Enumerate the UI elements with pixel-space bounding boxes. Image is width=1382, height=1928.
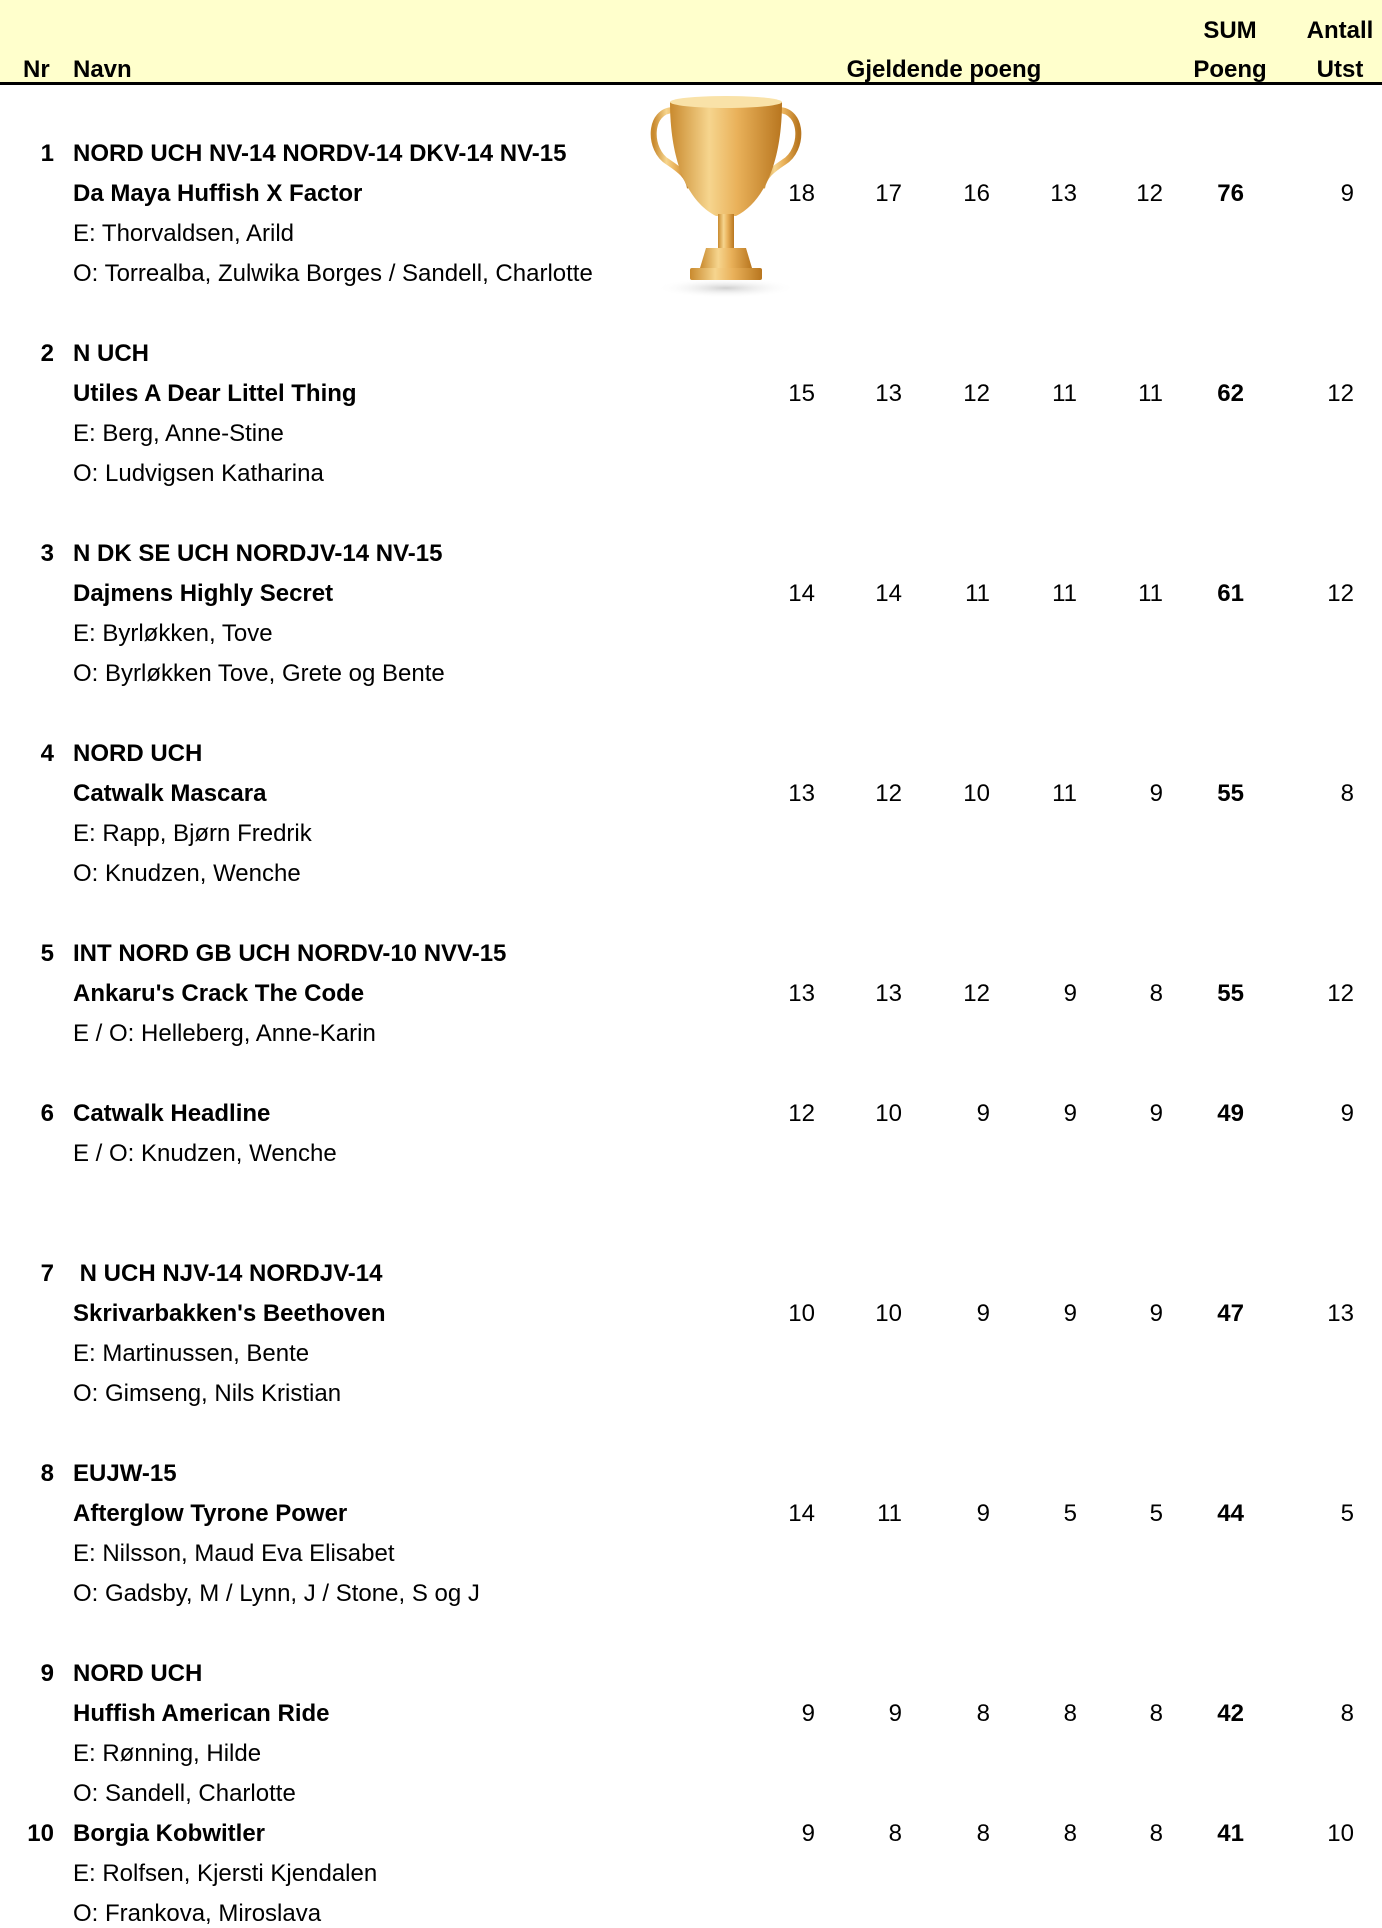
sum-value: 55: [1217, 980, 1244, 1007]
point-value: 10: [788, 1300, 815, 1327]
header-gjeldende-poeng: Gjeldende poeng: [846, 56, 1042, 83]
antall-value: 12: [1327, 980, 1354, 1007]
trophy-icon: [646, 92, 806, 302]
point-value: 13: [788, 780, 815, 807]
row-detail: E / O: Knudzen, Wenche: [73, 1140, 337, 1167]
point-value: 13: [1050, 180, 1077, 207]
point-value: 14: [788, 1500, 815, 1527]
row-name: Huffish American Ride: [73, 1700, 330, 1727]
point-value: 9: [801, 1700, 815, 1727]
row-detail: O: Torrealba, Zulwika Borges / Sandell, Charlotte: [73, 260, 593, 287]
row-name: Da Maya Huffish X Factor: [73, 180, 363, 207]
header-antall-line2: Utst: [1316, 56, 1364, 83]
row-detail: E: Rønning, Hilde: [73, 1740, 262, 1767]
point-value: 9: [1149, 780, 1163, 807]
row-detail: O: Gimseng, Nils Kristian: [73, 1380, 342, 1407]
row-detail: O: Knudzen, Wenche: [73, 860, 301, 887]
point-value: 12: [875, 780, 902, 807]
point-value: 8: [1063, 1700, 1077, 1727]
point-value: 16: [963, 180, 990, 207]
point-value: 17: [875, 180, 902, 207]
point-value: 11: [1052, 580, 1077, 607]
row-title: INT NORD GB UCH NORDV-10 NVV-15: [73, 940, 507, 967]
point-value: 9: [1063, 980, 1077, 1007]
row-detail: E: Rolfsen, Kjersti Kjendalen: [73, 1860, 378, 1887]
row-number: 6: [40, 1100, 54, 1127]
sum-value: 62: [1217, 380, 1244, 407]
sum-value: 61: [1217, 580, 1244, 607]
point-value: 11: [1138, 580, 1163, 607]
point-value: 12: [963, 380, 990, 407]
point-value: 12: [1136, 180, 1163, 207]
antall-value: 10: [1327, 1820, 1354, 1847]
row-detail: O: Ludvigsen Katharina: [73, 460, 324, 487]
row-detail: E: Berg, Anne-Stine: [73, 420, 284, 447]
point-value: 8: [1149, 1700, 1163, 1727]
point-value: 9: [1063, 1100, 1077, 1127]
point-value: 9: [1063, 1300, 1077, 1327]
point-value: 13: [875, 980, 902, 1007]
point-value: 11: [1138, 380, 1163, 407]
point-value: 9: [976, 1500, 990, 1527]
antall-value: 5: [1340, 1500, 1354, 1527]
sum-value: 49: [1217, 1100, 1244, 1127]
point-value: 12: [963, 980, 990, 1007]
point-value: 9: [888, 1700, 902, 1727]
point-value: 8: [1149, 980, 1163, 1007]
row-title: NORD UCH: [73, 740, 203, 767]
sum-value: 76: [1217, 180, 1244, 207]
point-value: 9: [976, 1100, 990, 1127]
row-number: 8: [40, 1460, 54, 1487]
antall-value: 13: [1327, 1300, 1354, 1327]
row-name: Catwalk Mascara: [73, 780, 267, 807]
header-navn: Navn: [73, 56, 132, 83]
point-value: 8: [976, 1700, 990, 1727]
antall-value: 8: [1340, 1700, 1354, 1727]
row-number: 4: [40, 740, 54, 767]
sum-value: 44: [1217, 1500, 1244, 1527]
row-detail: O: Sandell, Charlotte: [73, 1780, 296, 1807]
row-title: N UCH NJV-14 NORDJV-14: [73, 1260, 383, 1287]
table-header: [0, 0, 1382, 85]
row-detail: E / O: Helleberg, Anne-Karin: [73, 1020, 376, 1047]
row-detail: O: Gadsby, M / Lynn, J / Stone, S og J: [73, 1580, 480, 1607]
point-value: 9: [1149, 1300, 1163, 1327]
header-antall-line1: Antall: [1306, 17, 1374, 44]
header-nr: Nr: [23, 56, 50, 83]
sum-value: 42: [1217, 1700, 1244, 1727]
row-detail: E: Rapp, Bjørn Fredrik: [73, 820, 312, 847]
row-number: 2: [40, 340, 54, 367]
row-number: 3: [40, 540, 54, 567]
antall-value: 12: [1327, 380, 1354, 407]
point-value: 5: [1149, 1500, 1163, 1527]
point-value: 9: [976, 1300, 990, 1327]
row-detail: O: Byrløkken Tove, Grete og Bente: [73, 660, 445, 687]
antall-value: 12: [1327, 580, 1354, 607]
point-value: 10: [963, 780, 990, 807]
point-value: 8: [976, 1820, 990, 1847]
point-value: 13: [875, 380, 902, 407]
header-sum-line2: Poeng: [1193, 56, 1267, 83]
row-number: 9: [40, 1660, 54, 1687]
row-detail: O: Frankova, Miroslava: [73, 1900, 322, 1927]
point-value: 11: [1052, 780, 1077, 807]
point-value: 18: [788, 180, 815, 207]
point-value: 13: [788, 980, 815, 1007]
row-detail: E: Byrløkken, Tove: [73, 620, 273, 647]
sum-value: 55: [1217, 780, 1244, 807]
row-name: Catwalk Headline: [73, 1100, 271, 1127]
row-number: 5: [40, 940, 54, 967]
point-value: 12: [788, 1100, 815, 1127]
row-name: Afterglow Tyrone Power: [73, 1500, 348, 1527]
sum-value: 41: [1217, 1820, 1244, 1847]
point-value: 5: [1063, 1500, 1077, 1527]
point-value: 11: [877, 1500, 902, 1527]
sum-value: 47: [1217, 1300, 1244, 1327]
row-detail: E: Martinussen, Bente: [73, 1340, 310, 1367]
row-title: N UCH: [73, 340, 149, 367]
row-name: Ankaru's Crack The Code: [73, 980, 365, 1007]
row-number: 10: [27, 1820, 54, 1847]
point-value: 10: [875, 1300, 902, 1327]
point-value: 14: [875, 580, 902, 607]
row-number: 7: [40, 1260, 54, 1287]
row-name: Dajmens Highly Secret: [73, 580, 334, 607]
antall-value: 9: [1340, 1100, 1354, 1127]
antall-value: 9: [1340, 180, 1354, 207]
point-value: 8: [1149, 1820, 1163, 1847]
point-value: 9: [801, 1820, 815, 1847]
point-value: 9: [1149, 1100, 1163, 1127]
point-value: 8: [1063, 1820, 1077, 1847]
row-title: EUJW-15: [73, 1460, 177, 1487]
point-value: 11: [965, 580, 990, 607]
point-value: 15: [788, 380, 815, 407]
row-detail: E: Nilsson, Maud Eva Elisabet: [73, 1540, 395, 1567]
antall-value: 8: [1340, 780, 1354, 807]
row-number: 1: [40, 140, 54, 167]
row-title: NORD UCH: [73, 1660, 203, 1687]
point-value: 14: [788, 580, 815, 607]
row-title: NORD UCH NV-14 NORDV-14 DKV-14 NV-15: [73, 140, 567, 167]
row-detail: E: Thorvaldsen, Arild: [73, 220, 295, 247]
point-value: 8: [888, 1820, 902, 1847]
row-name: Utiles A Dear Littel Thing: [73, 380, 357, 407]
row-title: N DK SE UCH NORDJV-14 NV-15: [73, 540, 443, 567]
header-sum-line1: SUM: [1203, 17, 1257, 44]
row-name: Skrivarbakken's Beethoven: [73, 1300, 386, 1327]
point-value: 11: [1052, 380, 1077, 407]
point-value: 10: [875, 1100, 902, 1127]
row-name: Borgia Kobwitler: [73, 1820, 266, 1847]
